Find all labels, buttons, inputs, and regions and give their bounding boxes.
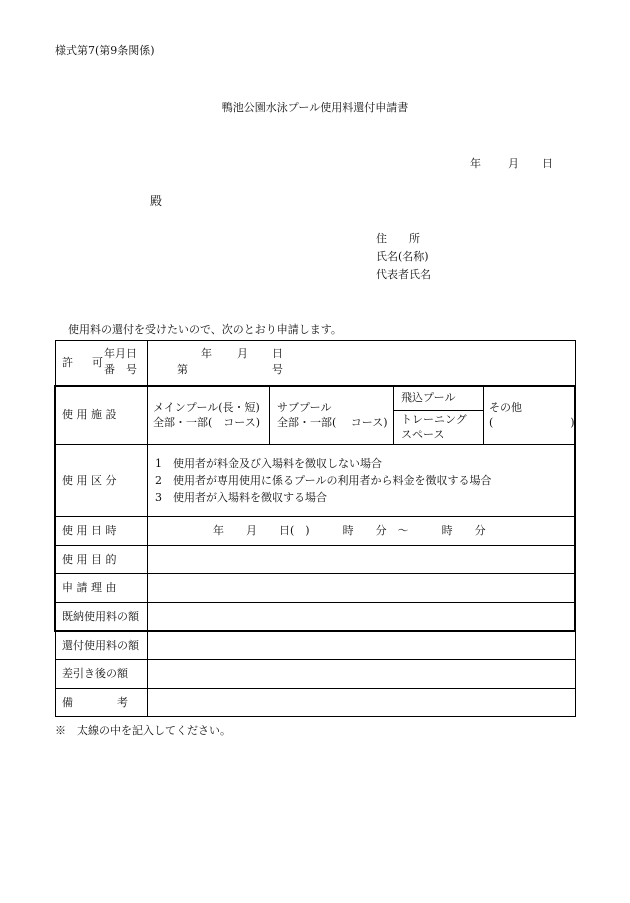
main-pool: メインプール(長・短): [153, 401, 260, 414]
main-pool-detail: 全部・一部( コース): [153, 416, 261, 429]
page-title: 鴨池公園水泳プール使用料還付申請書: [221, 101, 409, 114]
permit-number-prefix: 第: [177, 363, 188, 376]
usage-category-item: 1 使用者が料金及び入場料を徴収しない場合: [155, 457, 382, 470]
permit-number-label: 番 号: [104, 363, 137, 376]
training-space-line2: スペース: [401, 428, 445, 441]
address-label: 住 所: [376, 232, 420, 245]
other-facility: その他: [489, 401, 522, 414]
training-space-line1: トレーニング: [401, 413, 467, 426]
permit-date-month: 月: [237, 347, 248, 360]
name-label: 氏名(名称): [376, 250, 429, 263]
usage-purpose-label: 使 用 目 的: [62, 553, 117, 566]
permit-date-year: 年: [201, 347, 212, 360]
usage-category-item: 2 使用者が専用使用に係るプールの利用者から料金を徴収する場合: [155, 474, 492, 487]
balance-label: 差引き後の額: [62, 667, 128, 680]
permit-label: 許 可: [62, 356, 107, 369]
application-reason-label: 申 請 理 由: [62, 581, 117, 594]
date-year: 年: [470, 157, 481, 170]
usage-datetime-value: 年 月 日( ) 時 分 ～ 時 分: [213, 524, 486, 537]
other-facility-paren: ( ): [489, 416, 575, 429]
usage-category-item: 3 使用者が入場料を徴収する場合: [155, 491, 327, 504]
sub-pool-detail: 全部・一部( コース): [277, 416, 388, 429]
representative-label: 代表者氏名: [376, 268, 431, 281]
usage-category-label: 使 用 区 分: [62, 474, 117, 487]
remarks-label: 備 考: [62, 696, 128, 709]
form-number: 様式第7(第9条関係): [55, 44, 155, 57]
permit-number-suffix: 号: [272, 363, 283, 376]
usage-datetime-label: 使 用 日 時: [62, 524, 117, 537]
facility-label: 使 用 施 設: [62, 408, 117, 421]
date-day: 日: [542, 157, 553, 170]
paid-fee-label: 既納使用料の額: [62, 610, 139, 623]
addressee-suffix: 殿: [150, 194, 163, 208]
intro-text: 使用料の還付を受けたいので、次のとおり申請します。: [68, 323, 342, 336]
permit-date-label: 年月日: [104, 347, 137, 360]
sub-pool: サブプール: [277, 401, 332, 414]
diving-pool: 飛込プール: [401, 391, 456, 404]
refund-fee-label: 還付使用料の額: [62, 639, 139, 652]
permit-date-day: 日: [272, 347, 283, 360]
date-month: 月: [508, 157, 519, 170]
footnote: ※ 太線の中を記入してください。: [55, 724, 231, 737]
